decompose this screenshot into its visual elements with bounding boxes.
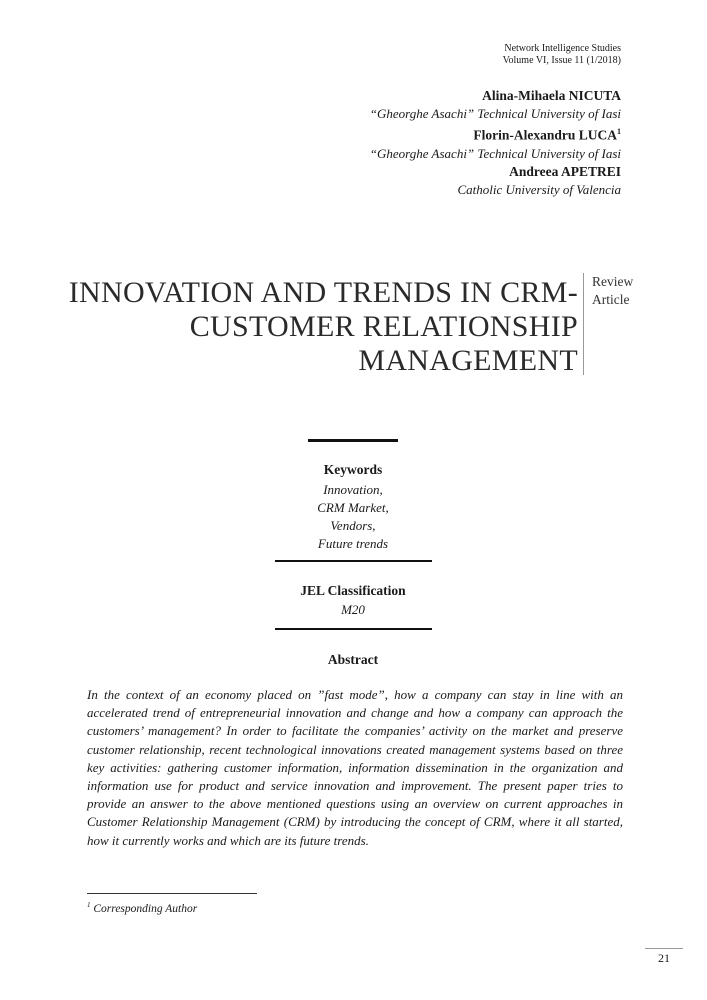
- article-type: [583, 273, 644, 375]
- article-type-line: Article: [592, 292, 630, 307]
- abstract-heading: Abstract: [327, 652, 379, 667]
- keyword-item: Innovation,: [323, 482, 383, 497]
- page-number: 21: [658, 951, 670, 965]
- author-list: [370, 87, 621, 199]
- section-divider: [275, 560, 432, 562]
- jel-code: M20: [341, 602, 365, 617]
- journal-issue: Volume VI, Issue 11 (1/2018): [502, 55, 621, 66]
- article-type-line: Review: [592, 274, 634, 289]
- footnote-divider: [87, 893, 257, 894]
- footnote: [87, 901, 197, 915]
- keywords-heading: Keywords: [323, 462, 383, 477]
- jel-section: [203, 583, 503, 619]
- footnote-marker: 1: [617, 127, 621, 136]
- author-affiliation: “Gheorghe Asachi” Technical University of Iasi: [369, 106, 621, 121]
- keyword-item: CRM Market,: [317, 500, 389, 515]
- section-divider: [308, 439, 398, 442]
- footnote-text: Corresponding Author: [93, 902, 198, 915]
- author-affiliation: “Gheorghe Asachi” Technical University of Iasi: [369, 145, 621, 161]
- jel-heading: JEL Classification: [300, 583, 406, 598]
- author-affiliation: Catholic University of Valencia: [457, 181, 621, 197]
- section-divider: [275, 628, 432, 630]
- page-number-divider: [645, 948, 683, 949]
- paper-title: [69, 276, 578, 378]
- author-name: Alina-Mihaela NICUTA: [482, 88, 621, 103]
- title-line: MANAGEMENT: [358, 344, 578, 377]
- journal-header: [503, 43, 621, 67]
- footnote-marker: 1: [87, 901, 91, 909]
- keyword-item: Future trends: [317, 536, 389, 551]
- author-name: Andreea APETREI: [509, 163, 621, 179]
- title-line: INNOVATION AND TRENDS IN CRM-: [68, 276, 578, 309]
- author-name: Florin-Alexandru LUCA$^1$: [473, 127, 621, 143]
- abstract-text: In the context of an economy placed on ”fast mode”, how a company can stay in line with an accelerated trend of entrepreneurial innovation and change and how a company can approach the customers’ management? In order to facilitate the companies’ activity on the market and preserve customer relationship, recent technological innovations created management systems based on three key activities: gathering customer information, information dissemination in the organization and information use for product and service innovation and improvement. The present paper tries to provide an answer to the above mentioned questions using an overview on current approaches in Customer Relationship Management (CRM) by introducing the concept of CRM, where it all started, how it currently works and which are its future trends.: [87, 687, 623, 848]
- keyword-item: Vendors,: [330, 518, 376, 533]
- title-line: CUSTOMER RELATIONSHIP: [189, 310, 578, 343]
- keywords-section: [203, 462, 503, 553]
- journal-name: Network Intelligence Studies: [504, 43, 621, 54]
